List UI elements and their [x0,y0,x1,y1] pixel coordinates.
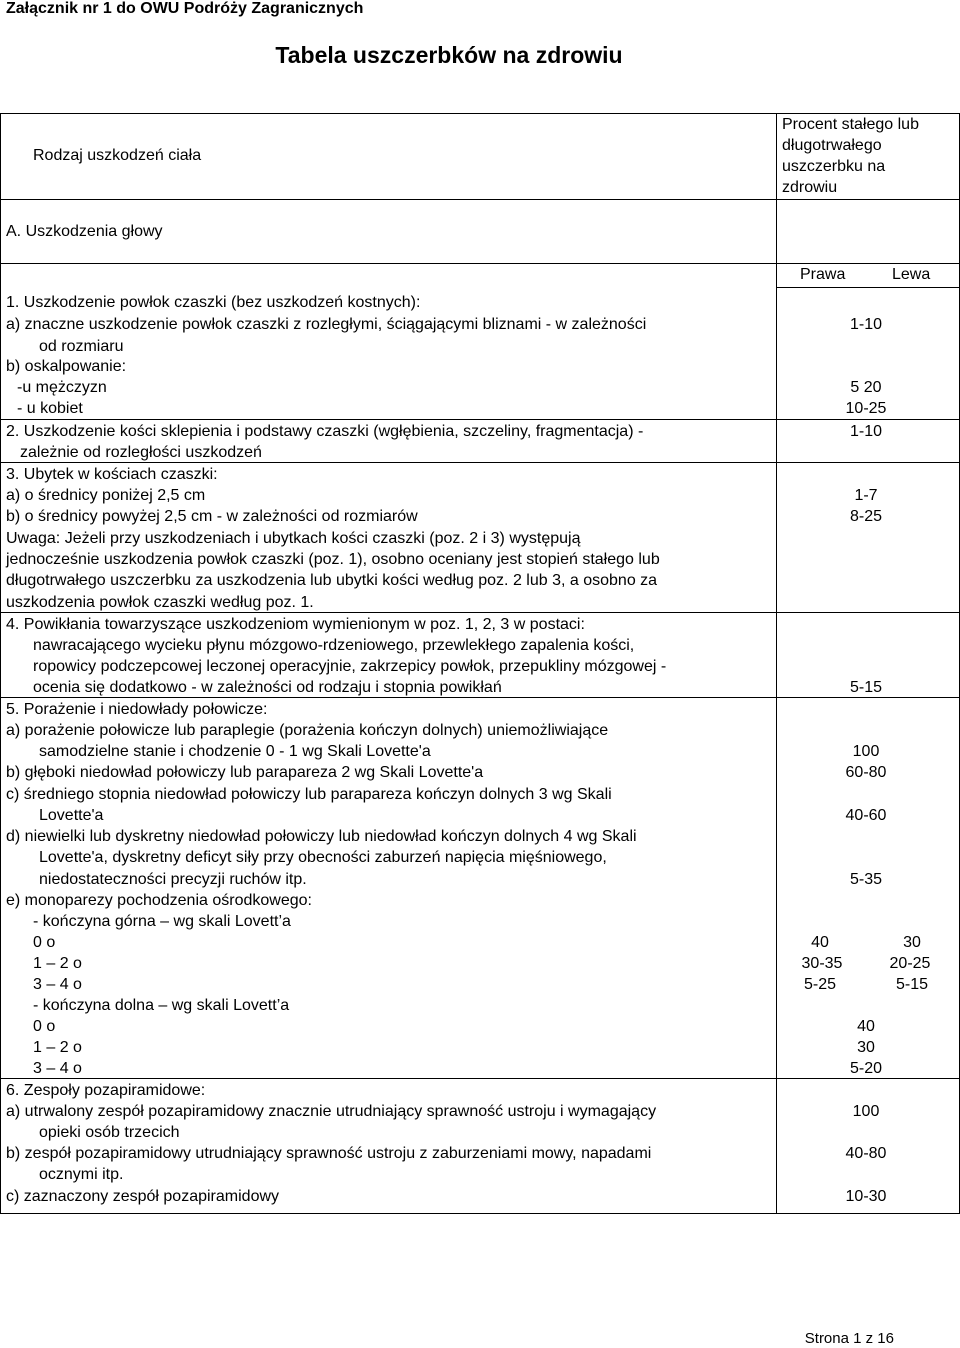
table-line-text: 5. Porażenie i niedowłady połowicze: [6,701,268,718]
col2-header-line-3: uszczerbku na [782,158,886,175]
table-line-text: - kończyna dolna – wg skali Lovett’a [33,997,290,1014]
table-line-value: 40 [857,1018,875,1035]
page-title: Tabela uszczerbków na zdrowiu [275,42,623,68]
row-divider-3 [0,612,960,613]
table-line-text: -u mężczyzn [17,379,107,396]
subheader-left: Lewa [892,266,931,283]
table-line-text: a) utrwalony zespół pozapiramidowy znacznie utrudniający sprawność ustroju i wymagający [6,1103,657,1120]
table-line-text: niedostateczności precyzji ruchów itp. [39,871,307,888]
row-divider-1 [0,419,960,420]
table-line-text: długotrwałego uszczerbku za uszkodzenia lub ubytki kości według poz. 2 lub 3, a osobno za [6,572,658,589]
table-line-value: 5-35 [849,871,883,888]
table-line-text: 1. Uszkodzenie powłok czaszki (bez uszkodzeń kostnych): [6,294,421,311]
table-line-text: jednocześnie uszkodzenia powłok czaszki (poz. 1), osobno oceniany jest stopień stałego lub [6,551,660,568]
table-line-text: ocznymi itp. [39,1166,124,1183]
section-title: A. Uszkodzenia głowy [6,223,163,240]
table-line-text: ropowicy podczepcowej leczonej operacyjnie, zakrzepicy powłok, przepukliny mózgowej - [33,658,667,675]
row-divider-4 [0,697,960,698]
table-line-text: a) znaczne uszkodzenie powłok czaszki z rozległymi, ściągającymi bliznami - w zależności [6,316,647,333]
table-line-text: a) o średnicy poniżej 2,5 cm [6,487,206,504]
table-line-text: c) zaznaczony zespół pozapiramidowy [6,1188,280,1205]
table-line-value: 8-25 [849,508,883,525]
table-line-value: 60-80 [845,764,887,781]
table-line-value: 40 [811,934,829,951]
table-line-text: d) niewielki lub dyskretny niedowład połowiczy lub niedowład kończyn dolnych 4 wg Skali [6,828,637,845]
table-line-text: 0 o [33,934,56,951]
header-row-divider [0,199,960,200]
col2-header-line-1: Procent stałego lub [782,116,919,133]
table-line-text: b) oskalpowanie: [6,358,127,375]
column-divider [776,113,777,1214]
table-line-text: Lovette'a [39,807,104,824]
table-line-text: zależnie od rozległości uszkodzeń [20,444,262,461]
subheader-divider [776,287,960,288]
table-line-text: 6. Zespoły pozapiramidowe: [6,1082,206,1099]
table-line-text: 3 – 4 o [33,1060,82,1077]
table-line-value: 30 [857,1039,875,1056]
table-line-text: b) zespół pozapiramidowy utrudniający sprawność ustroju z zaburzeniami mowy, napadami [6,1145,652,1162]
table-line-value: 40-60 [845,807,887,824]
document-header: Załącznik nr 1 do OWU Podróży Zagranicznych [6,0,364,17]
col2-header-line-2: długotrwałego [782,137,882,154]
table-line-text: 0 o [33,1018,56,1035]
table-line-value: 5-15 [849,679,883,696]
col2-header-line-4: zdrowiu [782,179,838,196]
table-line-text: e) monoparezy pochodzenia ośrodkowego: [6,892,312,909]
table-line-value: 100 [852,1103,880,1120]
table-line-value: 5 20 [850,379,882,396]
table-line-text: c) średniego stopnia niedowład połowiczy lub parapareza kończyn dolnych 3 wg Skali [6,786,612,803]
table-line-value: 5-25 [803,976,837,993]
table-line-value: 10-25 [845,400,887,417]
table-line-text: 3 – 4 o [33,976,82,993]
table-line-value: 40-80 [845,1145,887,1162]
table-line-value-left: 20-25 [889,955,931,972]
section-row-divider [0,263,960,264]
table-line-value-left: 5-15 [895,976,929,993]
table-border-top [0,113,960,114]
table-line-text: Lovette'a, dyskretny deficyt siły przy obecności zaburzeń napięcia mięśniowego, [39,849,607,866]
table-line-text: 2. Uszkodzenie kości sklepienia i podstawy czaszki (wgłębienia, szczeliny, fragmentacja) - [6,423,644,440]
table-line-text: uszkodzenia powłok czaszki według poz. 1. [6,594,314,611]
table-line-text: opieki osób trzecich [39,1124,180,1141]
table-border-left [0,113,1,1214]
table-line-text: 1 – 2 o [33,955,82,972]
subheader-right: Prawa [800,266,846,283]
table-line-text: a) porażenie połowicze lub paraplegie (porażenia kończyn dolnych) uniemożliwiające [6,722,609,739]
table-line-value: 1-10 [849,423,883,440]
table-line-text: Uwaga: Jeżeli przy uszkodzeniach i ubytkach kości czaszki (poz. 2 i 3) występują [6,530,581,547]
table-line-text: 4. Powikłania towarzyszące uszkodzeniom wymienionym w poz. 1, 2, 3 w postaci: [6,616,585,633]
table-line-value: 30-35 [801,955,843,972]
table-line-text: od rozmiaru [39,338,124,355]
table-line-text: b) głęboki niedowład połowiczy lub parapareza 2 wg Skali Lovette'a [6,764,484,781]
table-line-value: 100 [852,743,880,760]
table-line-value: 1-10 [849,316,883,333]
table-line-value-left: 30 [903,934,921,951]
table-line-text: b) o średnicy powyżej 2,5 cm - w zależności od rozmiarów [6,508,418,525]
col1-header: Rodzaj uszkodzeń ciała [33,147,202,164]
table-line-value: 5-20 [849,1060,883,1077]
table-line-value: 1-7 [854,487,878,504]
table-line-text: samodzielne stanie i chodzenie 0 - 1 wg Skali Lovette'a [39,743,431,760]
row-divider-5 [0,1078,960,1079]
table-line-value: 10-30 [845,1188,887,1205]
table-line-text: 1 – 2 o [33,1039,82,1056]
table-line-text: - u kobiet [17,400,83,417]
table-line-text: - kończyna górna – wg skali Lovett’a [33,913,291,930]
table-line-text: ocenia się dodatkowo - w zależności od rodzaju i stopnia powikłań [33,679,502,696]
table-border-bottom [0,1213,960,1214]
row-divider-2 [0,462,960,463]
table-line-text: 3. Ubytek w kościach czaszki: [6,466,218,483]
page-footer: Strona 1 z 16 [804,1330,894,1347]
table-line-text: nawracającego wycieku płynu mózgowo-rdzeniowego, przewlekłego zapalenia kości, [33,637,635,654]
